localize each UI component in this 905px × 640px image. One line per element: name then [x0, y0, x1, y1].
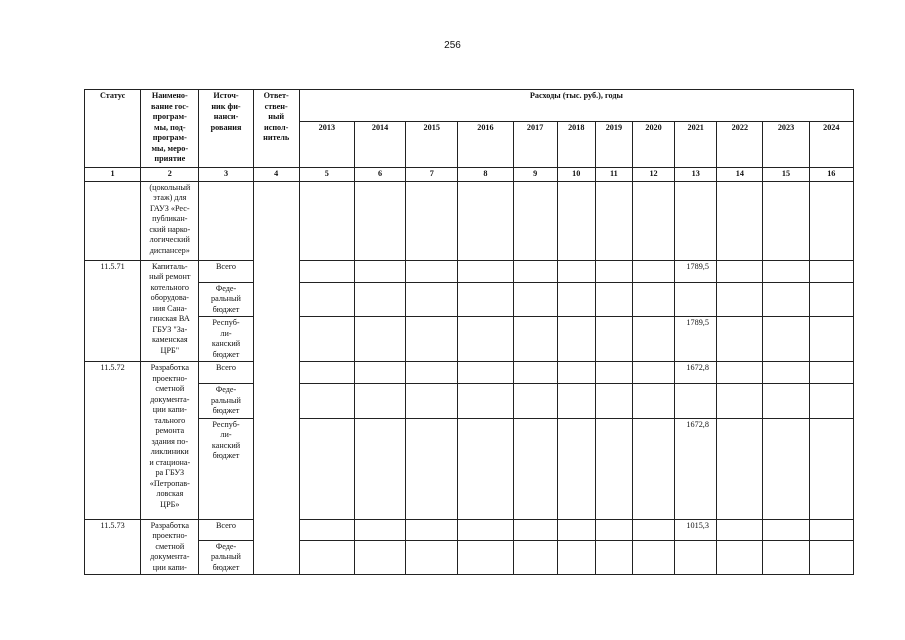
item-name: Разработка проектно- сметной документа- ции капи- тального ремонта здания по- ликлиники и стациона- ра ГБУЗ «Петропав- ловская ЦРБ»: [141, 362, 199, 520]
table-row: [85, 519, 854, 540]
source-federal: Феде- ральный бюджет: [199, 282, 253, 317]
year-2022: 2022: [717, 122, 763, 168]
col-num: 8: [458, 168, 513, 182]
table-cell: [595, 384, 632, 419]
source-total: Всего: [199, 519, 253, 540]
table-cell: [513, 519, 557, 540]
value-2021: [675, 282, 717, 317]
table-cell: [513, 418, 557, 519]
col-num: 4: [253, 168, 299, 182]
col-num: 14: [717, 168, 763, 182]
table-cell: [458, 384, 513, 419]
table-cell: [299, 519, 354, 540]
year-2024: 2024: [809, 122, 853, 168]
table-cell: [763, 384, 809, 419]
header-executor: Ответ- ствен- ный испол- нитель: [253, 90, 299, 168]
col-num: 13: [675, 168, 717, 182]
table-cell: [717, 181, 763, 260]
table-cell: [354, 540, 405, 575]
year-2015: 2015: [406, 122, 458, 168]
table-cell: [595, 317, 632, 362]
col-num: 2: [141, 168, 199, 182]
table-cell: [406, 519, 458, 540]
table-cell: [763, 282, 809, 317]
table-cell: [809, 362, 853, 384]
table-cell: [763, 540, 809, 575]
table-cell: [595, 418, 632, 519]
table-cell: [632, 260, 674, 282]
table-cell: [354, 260, 405, 282]
table-cell: [513, 181, 557, 260]
table-cell: [595, 260, 632, 282]
header-expenses: Расходы (тыс. руб.), годы: [299, 90, 853, 122]
table-cell: [763, 317, 809, 362]
col-num: 16: [809, 168, 853, 182]
table-cell: [717, 540, 763, 575]
year-2021: 2021: [675, 122, 717, 168]
table-cell: [632, 317, 674, 362]
col-num: 15: [763, 168, 809, 182]
table-cell: [595, 519, 632, 540]
table-cell: [458, 362, 513, 384]
table-cell: [406, 362, 458, 384]
table-cell: [763, 418, 809, 519]
value-2021: 1672,8: [675, 418, 717, 519]
table-row: [85, 260, 854, 282]
source-total: Всего: [199, 362, 253, 384]
table-cell: [513, 362, 557, 384]
table-cell: [675, 181, 717, 260]
source-republic: Респуб- ли- канский бюджет: [199, 317, 253, 362]
table-cell: [557, 282, 595, 317]
table-cell: [299, 181, 354, 260]
col-num: 5: [299, 168, 354, 182]
item-status: 11.5.73: [85, 519, 141, 575]
table-cell: [809, 317, 853, 362]
item-name: (цокольный этаж) для ГАУЗ «Рес- публикан- ский нарко- логический диспансер»: [141, 181, 199, 260]
table-cell: [809, 260, 853, 282]
source-federal: Феде- ральный бюджет: [199, 384, 253, 419]
table-cell: [809, 181, 853, 260]
table-cell: [557, 181, 595, 260]
header-row: [85, 90, 854, 122]
col-num: 6: [354, 168, 405, 182]
table-cell: [299, 260, 354, 282]
table-cell: [354, 282, 405, 317]
table-cell: [299, 418, 354, 519]
table-cell: [763, 260, 809, 282]
col-num: 10: [557, 168, 595, 182]
value-2021: 1015,3: [675, 519, 717, 540]
table-cell: [458, 519, 513, 540]
table-row: [85, 282, 854, 317]
table-cell: [406, 317, 458, 362]
table-cell: [299, 384, 354, 419]
year-2017: 2017: [513, 122, 557, 168]
table-cell: [458, 260, 513, 282]
table-cell: [809, 418, 853, 519]
table-cell: [354, 181, 405, 260]
table-cell: [632, 540, 674, 575]
table-row: [85, 540, 854, 575]
table-cell: [513, 384, 557, 419]
col-num: 12: [632, 168, 674, 182]
table-cell: [299, 317, 354, 362]
value-2021: 1789,5: [675, 317, 717, 362]
year-2019: 2019: [595, 122, 632, 168]
year-2016: 2016: [458, 122, 513, 168]
table-row: [85, 362, 854, 384]
table-row: [85, 418, 854, 519]
table-cell: [717, 384, 763, 419]
table-cell: [675, 540, 717, 575]
col-num: 3: [199, 168, 253, 182]
table-cell: [557, 540, 595, 575]
table-cell: [458, 181, 513, 260]
table-cell: [557, 362, 595, 384]
table-cell: [513, 260, 557, 282]
table-cell: [406, 260, 458, 282]
table-cell: [809, 519, 853, 540]
col-num: 11: [595, 168, 632, 182]
table-cell: [406, 384, 458, 419]
year-2013: 2013: [299, 122, 354, 168]
table-cell: [354, 519, 405, 540]
col-num: 9: [513, 168, 557, 182]
table-cell: [632, 181, 674, 260]
table-cell: [458, 317, 513, 362]
executor-cell: [253, 181, 299, 575]
table-cell: [717, 519, 763, 540]
table-cell: [299, 540, 354, 575]
year-2023: 2023: [763, 122, 809, 168]
header-source: Источ- ник фи- нанси- рования: [199, 90, 253, 168]
table-cell: [354, 317, 405, 362]
table-cell: [299, 282, 354, 317]
table-cell: [513, 317, 557, 362]
table-cell: [595, 362, 632, 384]
table-cell: [632, 384, 674, 419]
year-2020: 2020: [632, 122, 674, 168]
table-cell: [354, 418, 405, 519]
table-cell: [406, 282, 458, 317]
table-cell: [199, 181, 253, 260]
col-num: 1: [85, 168, 141, 182]
header-name: Наимено- вание гос- програм- мы, под- програм- мы, меро- приятие: [141, 90, 199, 168]
table-row: [85, 384, 854, 419]
table-cell: [717, 260, 763, 282]
table-cell: [458, 418, 513, 519]
table-cell: [717, 317, 763, 362]
table-cell: [632, 519, 674, 540]
item-status: 11.5.71: [85, 260, 141, 362]
table-cell: [513, 282, 557, 317]
table-cell: [406, 181, 458, 260]
table-cell: [458, 540, 513, 575]
item-name: Капиталь- ный ремонт котельного оборудова- ния Сана- гинская ВА ГБУЗ "За- каменская ЦРБ": [141, 260, 199, 362]
value-2021: 1672,8: [675, 362, 717, 384]
table-cell: [763, 362, 809, 384]
budget-table: [84, 89, 854, 575]
year-2014: 2014: [354, 122, 405, 168]
page-number: 256: [444, 40, 461, 51]
item-status: 11.5.72: [85, 362, 141, 520]
table-cell: [557, 384, 595, 419]
table-cell: [557, 260, 595, 282]
table-cell: [557, 317, 595, 362]
source-federal: Феде- ральный бюджет: [199, 540, 253, 575]
table-cell: [557, 519, 595, 540]
table-cell: [595, 181, 632, 260]
table-cell: [595, 540, 632, 575]
table-cell: [763, 519, 809, 540]
table-cell: [354, 384, 405, 419]
column-numbers-row: [85, 168, 854, 182]
table-cell: [458, 282, 513, 317]
col-num: 7: [406, 168, 458, 182]
table-cell: [632, 282, 674, 317]
table-cell: [513, 540, 557, 575]
table-row: [85, 317, 854, 362]
table-cell: [595, 282, 632, 317]
table-cell: [85, 181, 141, 260]
header-status: Статус: [85, 90, 141, 168]
item-name: Разработка проектно- сметной документа- ции капи-: [141, 519, 199, 575]
table-cell: [717, 362, 763, 384]
table-cell: [809, 282, 853, 317]
table-cell: [632, 418, 674, 519]
table-cell: [406, 418, 458, 519]
table-cell: [763, 181, 809, 260]
table-cell: [299, 362, 354, 384]
table-cell: [809, 384, 853, 419]
table-cell: [717, 282, 763, 317]
table-row: [85, 181, 854, 260]
table-cell: [406, 540, 458, 575]
table-cell: [809, 540, 853, 575]
source-republic: Респуб- ли- канский бюджет: [199, 418, 253, 519]
table-cell: [632, 362, 674, 384]
table-cell: [717, 418, 763, 519]
source-total: Всего: [199, 260, 253, 282]
table-cell: [354, 362, 405, 384]
value-2021: [675, 384, 717, 419]
year-2018: 2018: [557, 122, 595, 168]
table-cell: [557, 418, 595, 519]
value-2021: 1789,5: [675, 260, 717, 282]
